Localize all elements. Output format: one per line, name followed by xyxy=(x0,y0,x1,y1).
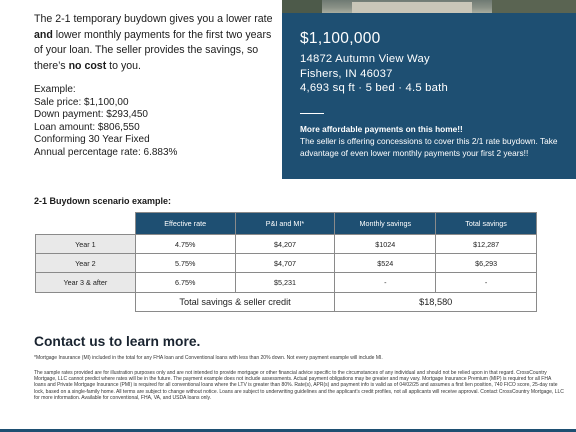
cell-effective-rate: 4.75% xyxy=(135,235,235,254)
listing-price: $1,100,000 xyxy=(300,30,381,47)
table-total-row xyxy=(36,292,537,311)
cell-monthly-savings: $524 xyxy=(335,254,436,273)
table-corner-cell xyxy=(36,213,136,235)
cell-total-savings: $12,287 xyxy=(436,235,537,254)
column-header-pi-mi: P&I and MI* xyxy=(235,213,335,235)
photo-house-shape xyxy=(352,2,472,13)
intro-bold-no-cost: no cost xyxy=(68,59,107,72)
house-photo xyxy=(282,0,576,13)
intro-text-1: The 2-1 temporary buydown gives you a lower rate xyxy=(34,13,273,25)
table-row-year-3 xyxy=(36,273,537,292)
example-apr: Annual percentage rate: 6.883% xyxy=(34,146,178,158)
listing-street: 14872 Autumn View Way xyxy=(300,53,430,65)
table-row-year-2 xyxy=(36,254,537,273)
example-sale-price: Sale price: $1,100,00 xyxy=(34,96,129,108)
listing-body: The seller is offering concessions to cover this 2/1 rate buydown. Take advantage of even lower monthly payments your first 2 years!! xyxy=(300,136,558,158)
row-label: Year 1 xyxy=(36,235,136,254)
table-row-year-1 xyxy=(36,235,537,254)
contact-heading: Contact us to learn more. xyxy=(34,334,201,349)
example-down-payment: Down payment: $293,450 xyxy=(34,109,148,121)
mi-footnote: *Mortgage Insurance (MI) included in the total for any FHA loan and Conventional loans with less than 20% down. Not every payment example will include MI. xyxy=(34,355,383,361)
column-header-total-savings: Total savings xyxy=(436,213,537,235)
intro-text-3: to you. xyxy=(106,59,141,72)
photo-lawn-shape xyxy=(492,0,576,13)
example-heading: Example: xyxy=(34,84,76,95)
cell-pi-mi: $4,707 xyxy=(235,254,335,273)
cell-effective-rate: 6.75% xyxy=(135,273,235,292)
cell-monthly-savings: $1024 xyxy=(335,235,436,254)
cell-pi-mi: $5,231 xyxy=(235,273,335,292)
total-savings-value: $18,580 xyxy=(335,292,537,311)
total-savings-label: Total savings & seller credit xyxy=(135,292,335,311)
row-label: Year 3 & after xyxy=(36,273,136,292)
cell-pi-mi: $4,207 xyxy=(235,235,335,254)
column-header-effective-rate: Effective rate xyxy=(135,213,235,235)
photo-tree-shape xyxy=(282,0,322,13)
example-block xyxy=(34,84,274,160)
listing-panel xyxy=(282,13,576,179)
cell-monthly-savings: - xyxy=(335,273,436,292)
intro-paragraph xyxy=(34,12,274,74)
cell-total-savings: - xyxy=(436,273,537,292)
cell-total-savings: $6,293 xyxy=(436,254,537,273)
example-loan-amount: Loan amount: $806,550 xyxy=(34,121,140,133)
column-header-monthly-savings: Monthly savings xyxy=(335,213,436,235)
row-label: Year 2 xyxy=(36,254,136,273)
buydown-table xyxy=(35,212,537,312)
table-header-row xyxy=(36,213,537,235)
listing-city: Fishers, IN 46037 xyxy=(300,67,393,80)
listing-headline: More affordable payments on this home!! xyxy=(300,124,463,134)
cell-effective-rate: 5.75% xyxy=(135,254,235,273)
disclaimer-text: The sample rates provided are for illustration purposes only and are not intended to provide mortgage or other financial advice specific to the circumstances of any individual and should not be relied upon in that regard. CrossCountry Mortgage, LLC cannot predict where rates will be in the future. The payment example does not include assessments. Actual payment obligations may be greater and may vary. Mortgage Insurance Premium (MIP) is required for all FHA loans and Private Mortgage Insurance (PMI) is required for all conventional loans where the LTV is greater than 80%. Rate(s), APR(s) and payment info is valid as of 04/02/25 and assumes a first lien position, 740 FICO score, 25-day rate lock, based on a single-family home. All terms are subject to change without notice. Loans are subject to underwriting guidelines and the applicant’s credit profiles, not all applicants will receive approval. Contact CrossCountry Mortgage, LLC for more information. Available for conventional, FHA, VA, and USDA loans only. xyxy=(34,370,564,401)
intro-bold-and: and xyxy=(34,28,53,41)
total-row-empty-cell xyxy=(36,292,136,311)
scenario-title: 2-1 Buydown scenario example: xyxy=(34,196,172,206)
example-loan-type: Conforming 30 Year Fixed xyxy=(34,134,150,146)
intro-text-2: lower monthly payments for the first two years of your loan. The seller provides the savings, so there’s xyxy=(34,28,272,72)
listing-specs: 4,693 sq ft · 5 bed · 4.5 bath xyxy=(300,82,448,94)
panel-divider xyxy=(300,113,324,115)
